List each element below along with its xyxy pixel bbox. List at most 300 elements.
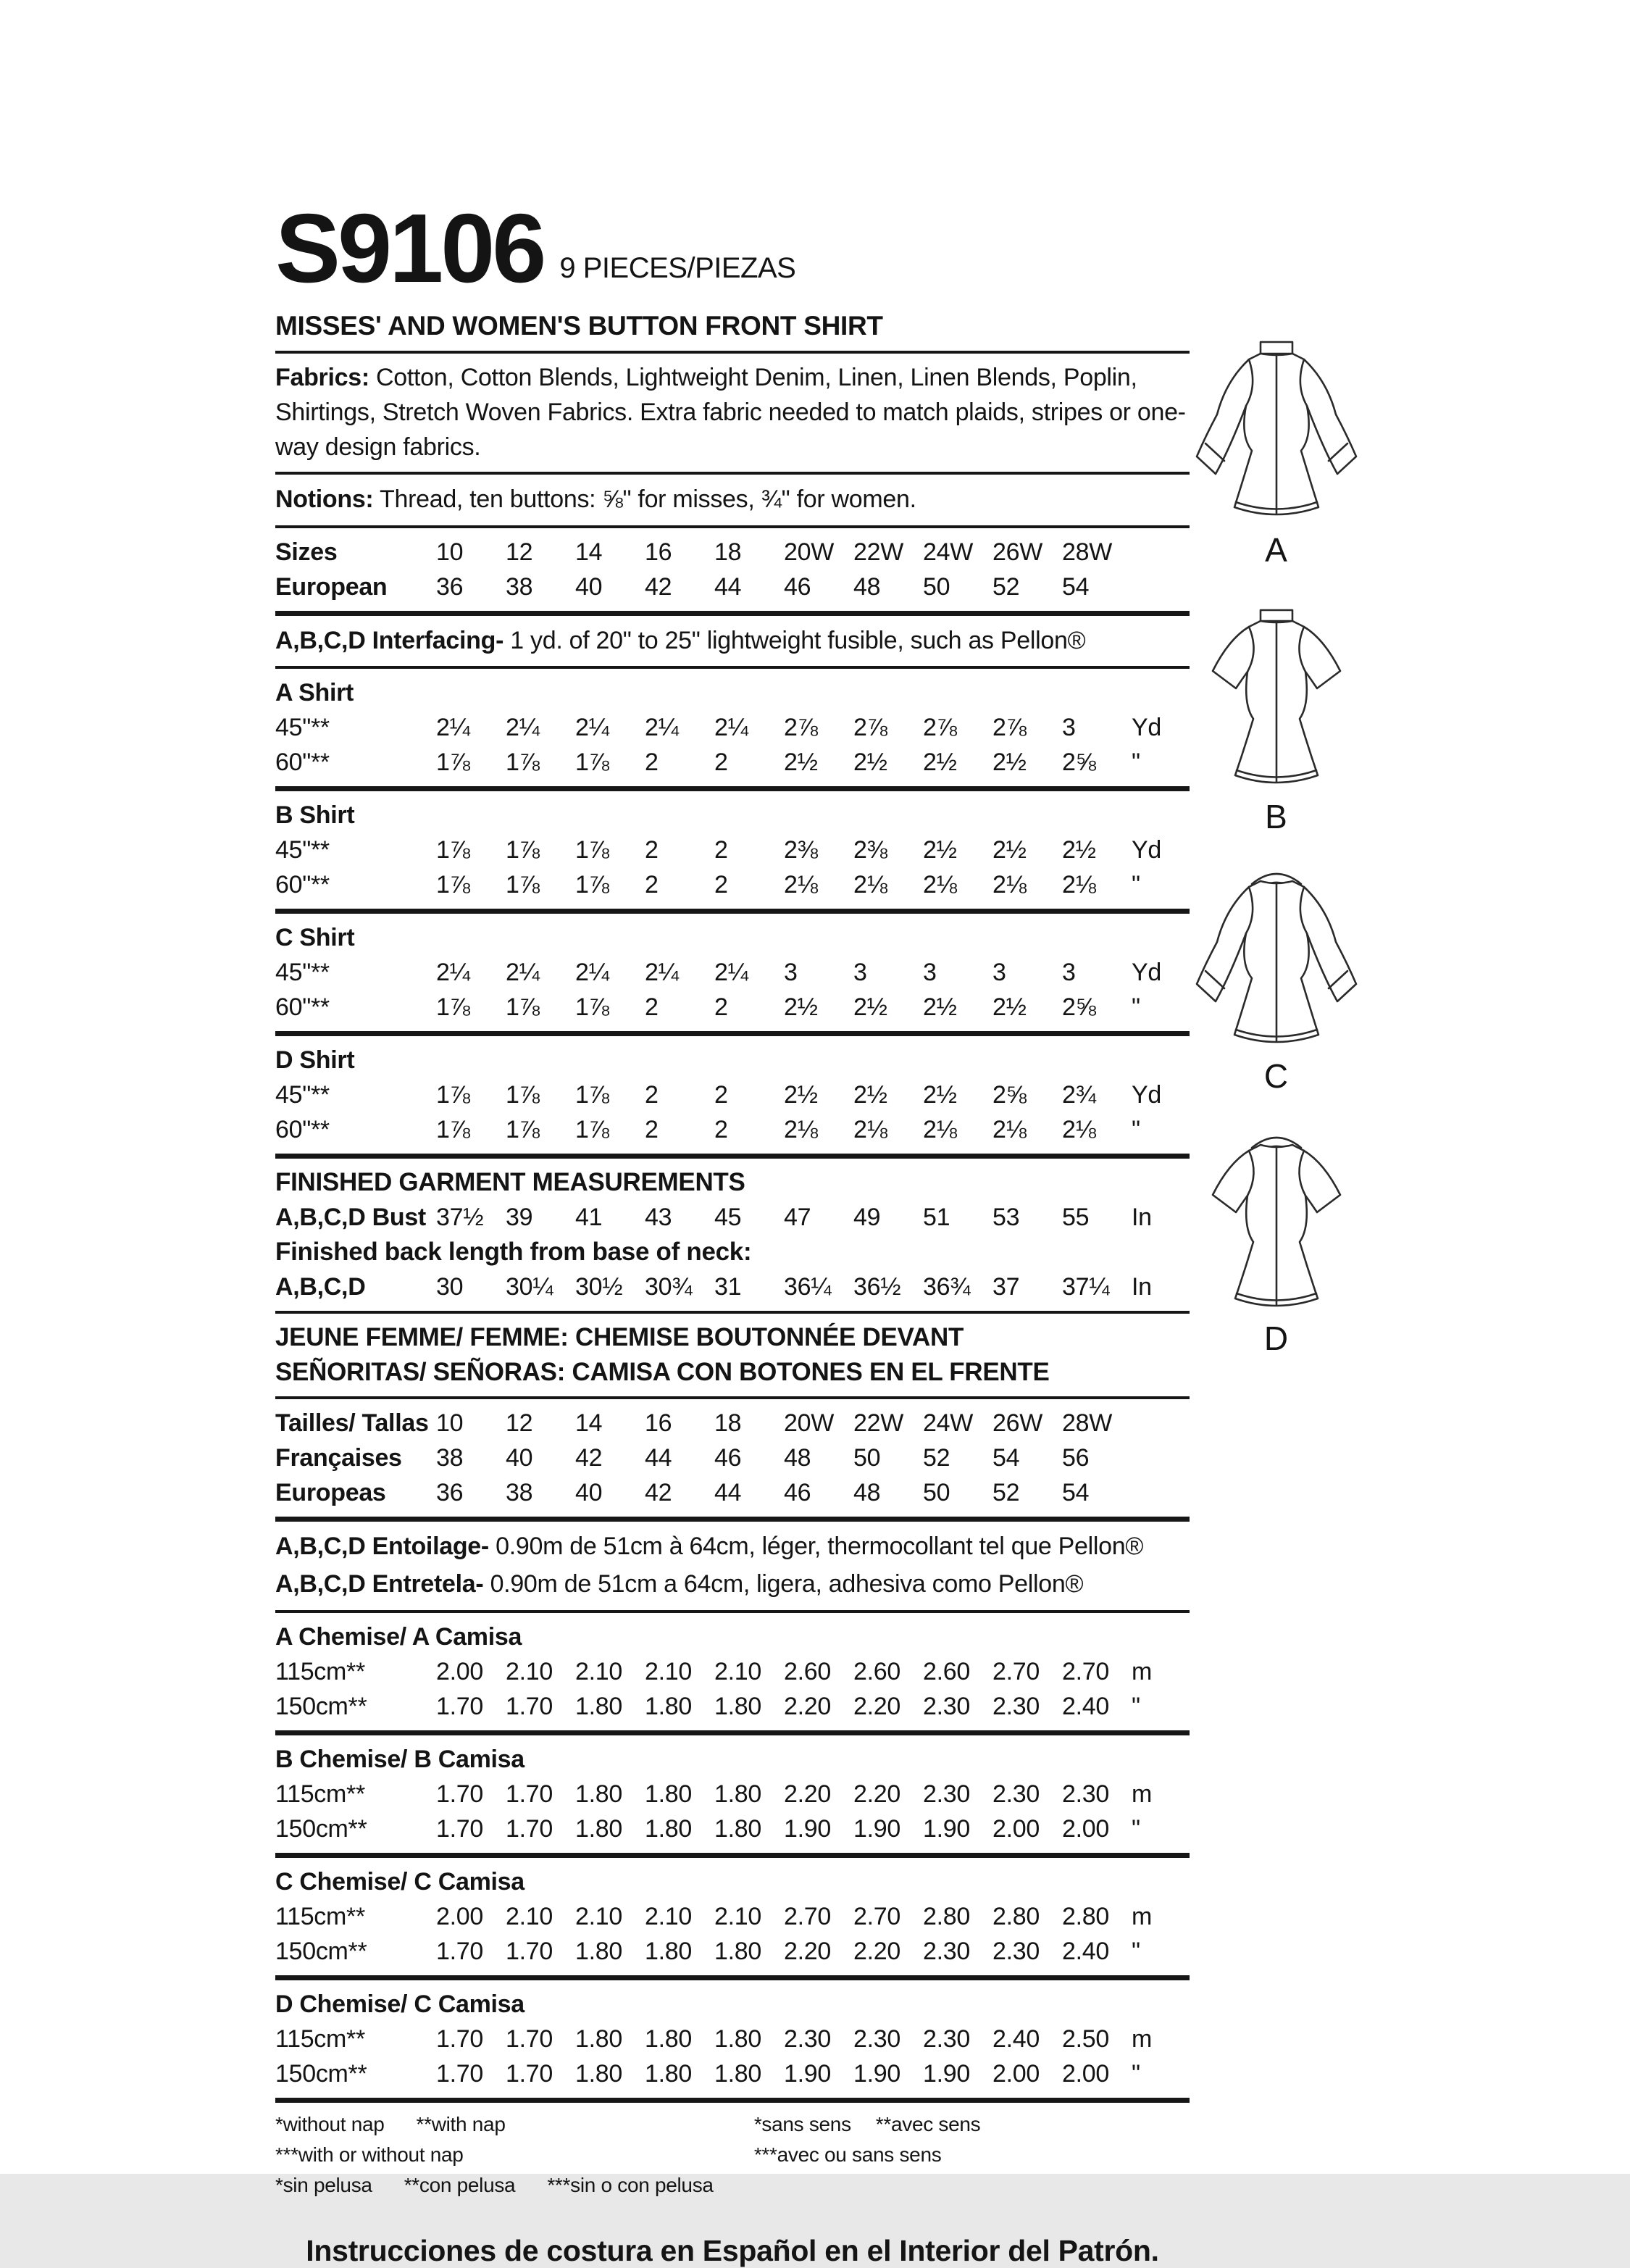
table-cell: 2¼ <box>436 714 470 742</box>
table-cell: 1⅞ <box>506 836 540 864</box>
table-cell: 36¾ <box>923 1273 971 1301</box>
table-cell: 47 <box>784 1204 811 1232</box>
table-cell: 52 <box>992 1479 1020 1507</box>
table-cell: 24W <box>923 1409 974 1438</box>
table-cell: 22W <box>853 1409 904 1438</box>
spanish-title: SEÑORITAS/ SEÑORAS: CAMISA CON BOTONES EN EL FRENTE <box>275 1358 1050 1387</box>
table-cell: 1⅞ <box>436 749 470 777</box>
table-cell: 24W <box>923 538 974 566</box>
table-row <box>275 955 1190 990</box>
table-cell: 2 <box>714 993 728 1022</box>
table-cell: 1⅞ <box>436 1081 470 1109</box>
table-row <box>275 570 1190 604</box>
table-cell: 1.90 <box>853 1815 900 1843</box>
footnote-item: ***avec ou sans sens <box>753 2143 942 2167</box>
row-unit: " <box>1132 871 1140 899</box>
table-cell: 1.80 <box>645 2060 692 2088</box>
spanish-instructions-note: Instrucciones de costura en Español en el Interior del Patrón. <box>306 2234 1159 2268</box>
table-cell: 2⅛ <box>784 1116 818 1144</box>
table-cell: 2¼ <box>714 959 748 987</box>
table-cell: 1.70 <box>436 1815 483 1843</box>
table-cell: 37 <box>992 1273 1020 1301</box>
row-unit: Yd <box>1132 714 1161 742</box>
fabrics-label: Fabrics: <box>275 363 369 391</box>
table-cell: 2.60 <box>784 1658 831 1686</box>
table-cell: 40 <box>575 1479 603 1507</box>
table-cell: 2 <box>645 1081 659 1109</box>
row-unit: In <box>1132 1204 1152 1232</box>
table-cell: 43 <box>645 1204 672 1232</box>
table-cell: 2 <box>645 871 659 899</box>
table-cell: 12 <box>506 538 533 566</box>
table-row <box>275 1112 1190 1147</box>
table-cell: 2⅞ <box>923 714 957 742</box>
notions-text: Thread, ten buttons: ⅝" for misses, ¾" for women. <box>373 485 916 513</box>
table-cell: 2½ <box>923 993 957 1022</box>
table-cell: 1.80 <box>714 1693 761 1721</box>
table-cell: 1.80 <box>575 1815 622 1843</box>
back-length-table <box>275 1270 1190 1304</box>
table-cell: 1.80 <box>575 2060 622 2088</box>
table-cell: 30 <box>436 1273 464 1301</box>
table-cell: 2½ <box>853 749 887 777</box>
section-heading: C Shirt <box>275 924 355 952</box>
table-cell: 1⅞ <box>575 836 609 864</box>
table-row <box>275 867 1190 902</box>
table-cell: 16 <box>645 538 672 566</box>
table-cell: 2 <box>645 1116 659 1144</box>
table-cell: 46 <box>784 1479 811 1507</box>
table-row <box>275 710 1190 745</box>
table-cell: 50 <box>853 1444 881 1472</box>
row-unit: " <box>1132 1938 1140 1966</box>
interfacing-label: A,B,C,D Interfacing- <box>275 626 504 654</box>
table-cell: 2½ <box>992 836 1027 864</box>
table-cell: 2 <box>645 749 659 777</box>
table-cell: 40 <box>575 572 603 601</box>
table-cell: 2 <box>645 836 659 864</box>
sizes-table <box>275 535 1190 604</box>
entretela-line <box>275 1566 1190 1604</box>
table-cell: 2.10 <box>575 1658 622 1686</box>
table-cell: 1.80 <box>575 2025 622 2054</box>
footnote-item: *without nap <box>275 2113 385 2136</box>
table-cell: 20W <box>784 538 835 566</box>
table-cell: 2.70 <box>784 1903 831 1931</box>
table-cell: 1.80 <box>714 2025 761 2054</box>
table-cell: 2.00 <box>992 2060 1040 2088</box>
table-cell: 2¼ <box>575 714 609 742</box>
section-heading: C Chemise/ C Camisa <box>275 1868 524 1896</box>
table-cell: 2.60 <box>853 1658 900 1686</box>
row-unit: Yd <box>1132 959 1161 987</box>
table-cell: 10 <box>436 538 464 566</box>
table-cell: 16 <box>645 1409 672 1438</box>
table-cell: 2¼ <box>506 714 540 742</box>
table-cell: 50 <box>923 1479 950 1507</box>
table-row <box>275 2022 1190 2056</box>
entretela-text: 0.90m de 51cm a 64cm, ligera, adhesiva como Pellon® <box>483 1570 1084 1598</box>
table-cell: 2.20 <box>784 1693 831 1721</box>
table-cell: 2½ <box>784 993 818 1022</box>
pieces-count: 9 PIECES/PIEZAS <box>559 252 796 285</box>
table-cell: 1⅞ <box>436 836 470 864</box>
table-cell: 2.10 <box>645 1658 692 1686</box>
row-unit: " <box>1132 749 1140 777</box>
section-heading: D Shirt <box>275 1046 355 1075</box>
table-cell: 12 <box>506 1409 533 1438</box>
table-cell: 2.20 <box>784 1938 831 1966</box>
table-cell: 2⅝ <box>1062 749 1096 777</box>
table-cell: 1⅞ <box>506 871 540 899</box>
table-cell: 2⅛ <box>784 871 818 899</box>
table-cell: 2.10 <box>714 1658 761 1686</box>
table-cell: 2½ <box>923 749 957 777</box>
table-cell: 2.00 <box>992 1815 1040 1843</box>
table-cell: 30½ <box>575 1273 623 1301</box>
table-cell: 37¼ <box>1062 1273 1110 1301</box>
table-cell: 2.10 <box>645 1903 692 1931</box>
figure-view-a <box>1168 335 1385 570</box>
row-label: 115cm** <box>275 1780 365 1809</box>
table-cell: 2.70 <box>853 1903 900 1931</box>
table-cell: 2⅝ <box>1062 993 1096 1022</box>
table-cell: 2¼ <box>575 959 609 987</box>
footnote-item: *sin pelusa <box>275 2174 372 2197</box>
table-cell: 1.80 <box>645 1938 692 1966</box>
footnote-item: *sans sens <box>753 2113 851 2136</box>
table-cell: 38 <box>436 1444 464 1472</box>
table-cell: 2.10 <box>575 1903 622 1931</box>
page-title: MISSES' AND WOMEN'S BUTTON FRONT SHIRT <box>275 311 883 341</box>
table-cell: 2.40 <box>1062 1693 1109 1721</box>
divider-heavy <box>275 2098 1190 2103</box>
table-cell: 1.70 <box>506 1780 553 1809</box>
table-cell: 2.30 <box>784 2025 831 2054</box>
table-cell: 2½ <box>923 1081 957 1109</box>
table-cell: 2.10 <box>506 1658 553 1686</box>
interfacing-line <box>275 622 1190 660</box>
row-label: 60"** <box>275 871 330 899</box>
divider <box>275 472 1190 475</box>
table-cell: 2⅛ <box>1062 871 1096 899</box>
section-heading: A Chemise/ A Camisa <box>275 1623 522 1651</box>
table-cell: 1⅞ <box>436 993 470 1022</box>
table-cell: 49 <box>853 1204 881 1232</box>
table-cell: 2.30 <box>1062 1780 1109 1809</box>
table-cell: 39 <box>506 1204 533 1232</box>
section-heading: B Chemise/ B Camisa <box>275 1746 524 1774</box>
table-row <box>275 1200 1190 1235</box>
row-label: Françaises <box>275 1444 402 1472</box>
table-cell: 1.90 <box>784 1815 831 1843</box>
table-cell: 2.00 <box>436 1658 483 1686</box>
row-label: Sizes <box>275 538 338 566</box>
table-cell: 26W <box>992 538 1043 566</box>
footnotes-french <box>754 2109 1190 2201</box>
table-cell: 2.50 <box>1062 2025 1109 2054</box>
table-cell: 2½ <box>992 993 1027 1022</box>
notions-line <box>275 481 1190 519</box>
section-heading: B Shirt <box>275 801 355 830</box>
row-label: 45"** <box>275 959 330 987</box>
table-cell: 51 <box>923 1204 950 1232</box>
table-cell: 2.20 <box>853 1780 900 1809</box>
table-cell: 54 <box>1062 1479 1090 1507</box>
table-cell: 2.00 <box>1062 2060 1109 2088</box>
table-cell: 36 <box>436 572 464 601</box>
table-row <box>275 1270 1190 1304</box>
table-cell: 2.20 <box>853 1693 900 1721</box>
divider-heavy <box>275 611 1190 616</box>
table-cell: 14 <box>575 538 603 566</box>
table-cell: 3 <box>853 959 867 987</box>
table-cell: 40 <box>506 1444 533 1472</box>
shirt-b-back-illustration <box>1168 601 1385 796</box>
table-row <box>275 1934 1190 1969</box>
table-cell: 1⅞ <box>575 871 609 899</box>
table-cell: 48 <box>784 1444 811 1472</box>
footnote-item: ***with or without nap <box>275 2143 464 2167</box>
table-cell: 2.00 <box>436 1903 483 1931</box>
table-row <box>275 1654 1190 1689</box>
table-cell: 1.70 <box>506 2025 553 2054</box>
table-cell: 28W <box>1062 1409 1113 1438</box>
entoilage-text: 0.90m de 51cm à 64cm, léger, thermocollant tel que Pellon® <box>488 1533 1144 1561</box>
table-cell: 3 <box>784 959 798 987</box>
table-cell: 1⅞ <box>506 749 540 777</box>
table-cell: 42 <box>645 1479 672 1507</box>
row-label: 115cm** <box>275 1658 365 1686</box>
table-cell: 28W <box>1062 538 1113 566</box>
divider-heavy <box>275 1853 1190 1858</box>
table-cell: 1⅞ <box>436 871 470 899</box>
divider <box>275 1396 1190 1399</box>
table-cell: 14 <box>575 1409 603 1438</box>
table-cell: 2.30 <box>992 1938 1040 1966</box>
row-unit: " <box>1132 1815 1140 1843</box>
row-label: 60"** <box>275 993 330 1022</box>
divider <box>275 351 1190 354</box>
table-cell: 2½ <box>992 749 1027 777</box>
table-cell: 2⅛ <box>853 1116 887 1144</box>
table-cell: 50 <box>923 572 950 601</box>
table-cell: 26W <box>992 1409 1043 1438</box>
footnote-line-es <box>275 2170 754 2201</box>
table-cell: 2⅜ <box>784 836 818 864</box>
table-cell: 52 <box>992 572 1020 601</box>
table-cell: 55 <box>1062 1204 1090 1232</box>
fabrics-text: Cotton, Cotton Blends, Lightweight Denim, Linen, Linen Blends, Poplin, Shirtings, Stretch Woven Fabrics. Extra fabric needed to match plaids, stripes or one-way design fabrics. <box>275 363 1186 462</box>
table-row <box>275 1475 1190 1510</box>
table-cell: 2.60 <box>923 1658 970 1686</box>
footnote-line-fr <box>754 2109 1190 2170</box>
table-cell: 2¼ <box>645 959 679 987</box>
table-row <box>275 1077 1190 1112</box>
table-cell: 30¼ <box>506 1273 553 1301</box>
row-label: Europeas <box>275 1479 386 1507</box>
row-unit: Yd <box>1132 1081 1161 1109</box>
foreign-sizes-table <box>275 1406 1190 1510</box>
table-row <box>275 1406 1190 1441</box>
row-unit: m <box>1132 1903 1153 1931</box>
table-cell: 2⅛ <box>923 1116 957 1144</box>
finished-measurements-heading: FINISHED GARMENT MEASUREMENTS <box>275 1168 745 1197</box>
footnote-line-en <box>275 2109 754 2170</box>
table-cell: 20W <box>784 1409 835 1438</box>
table-cell: 2 <box>714 836 728 864</box>
divider <box>275 1610 1190 1613</box>
table-cell: 2.30 <box>853 2025 900 2054</box>
table-cell: 48 <box>853 572 881 601</box>
table-cell: 1.90 <box>923 1815 970 1843</box>
table-row <box>275 1777 1190 1812</box>
row-unit: m <box>1132 1780 1153 1809</box>
table-cell: 2¼ <box>506 959 540 987</box>
table-cell: 3 <box>1062 714 1076 742</box>
table-cell: 1.80 <box>645 2025 692 2054</box>
table-cell: 3 <box>1062 959 1076 987</box>
table-cell: 18 <box>714 1409 742 1438</box>
table-cell: 41 <box>575 1204 603 1232</box>
table-cell: 2.40 <box>1062 1938 1109 1966</box>
divider <box>275 666 1190 669</box>
divider-heavy <box>275 786 1190 791</box>
table-cell: 1.70 <box>436 1938 483 1966</box>
table-cell: 30¾ <box>645 1273 693 1301</box>
row-label: 45"** <box>275 836 330 864</box>
table-cell: 2¼ <box>645 714 679 742</box>
back-length-heading: Finished back length from base of neck: <box>275 1238 752 1267</box>
table-cell: 52 <box>923 1444 950 1472</box>
row-unit: " <box>1132 1693 1140 1721</box>
row-label: Tailles/ Tallas <box>275 1409 429 1438</box>
table-row <box>275 1689 1190 1724</box>
table-cell: 2⅞ <box>853 714 887 742</box>
table-cell: 1.70 <box>506 1938 553 1966</box>
bust-table <box>275 1200 1190 1235</box>
divider <box>275 525 1190 528</box>
footnote-item: ***sin o con pelusa <box>547 2174 714 2197</box>
table-cell: 38 <box>506 572 533 601</box>
table-cell: 36 <box>436 1479 464 1507</box>
table-cell: 1⅞ <box>575 993 609 1022</box>
french-title: JEUNE FEMME/ FEMME: CHEMISE BOUTONNÉE DEVANT <box>275 1323 964 1352</box>
row-unit: m <box>1132 2025 1153 2054</box>
table-cell: 2.30 <box>923 1938 970 1966</box>
divider-heavy <box>275 1154 1190 1159</box>
table-cell: 1⅞ <box>506 1081 540 1109</box>
table-cell: 2⅛ <box>923 871 957 899</box>
figure-label-b: B <box>1265 798 1288 835</box>
table-row <box>275 1441 1190 1475</box>
table-cell: 1.70 <box>506 1815 553 1843</box>
table-cell: 2⅝ <box>992 1081 1027 1109</box>
table-cell: 1.70 <box>506 1693 553 1721</box>
table-cell: 2⅜ <box>853 836 887 864</box>
row-label: 60"** <box>275 749 330 777</box>
table-cell: 2.80 <box>923 1903 970 1931</box>
table-cell: 36½ <box>853 1273 901 1301</box>
shirt-c-back-illustration <box>1168 861 1385 1055</box>
row-label: European <box>275 572 388 601</box>
row-label: 150cm** <box>275 1815 367 1843</box>
table-cell: 1⅞ <box>506 993 540 1022</box>
divider-heavy <box>275 909 1190 914</box>
table-cell: 2¼ <box>714 714 748 742</box>
table-cell: 2⅛ <box>992 871 1027 899</box>
table-cell: 1⅞ <box>506 1116 540 1144</box>
row-label: 45"** <box>275 1081 330 1109</box>
row-label: 115cm** <box>275 1903 365 1931</box>
table-cell: 2.20 <box>853 1938 900 1966</box>
row-label: 150cm** <box>275 1693 367 1721</box>
entretela-label: A,B,C,D Entretela- <box>275 1570 484 1598</box>
yardage-tables <box>275 675 1190 1159</box>
table-cell: 31 <box>714 1273 742 1301</box>
notions-label: Notions: <box>275 485 374 513</box>
table-cell: 1.90 <box>923 2060 970 2088</box>
table-cell: 2.20 <box>784 1780 831 1809</box>
figure-view-d <box>1168 1123 1385 1358</box>
title-block <box>275 193 1190 303</box>
entoilage-label: A,B,C,D Entoilage- <box>275 1533 489 1561</box>
shirt-d-back-illustration <box>1168 1123 1385 1317</box>
divider <box>275 1311 1190 1314</box>
table-cell: 2½ <box>784 749 818 777</box>
table-cell: 1.80 <box>714 2060 761 2088</box>
row-unit: m <box>1132 1658 1153 1686</box>
table-cell: 1⅞ <box>575 1116 609 1144</box>
table-cell: 53 <box>992 1204 1020 1232</box>
table-row <box>275 2056 1190 2091</box>
metric-tables <box>275 1619 1190 2103</box>
figure-label-a: A <box>1265 531 1288 569</box>
table-cell: 1.80 <box>575 1693 622 1721</box>
table-cell: 2 <box>714 871 728 899</box>
footnotes <box>275 2109 1190 2201</box>
table-cell: 1.70 <box>436 2060 483 2088</box>
footnote-item: **con pelusa <box>404 2174 516 2197</box>
table-row <box>275 745 1190 780</box>
table-cell: 2⅞ <box>784 714 818 742</box>
table-cell: 1.80 <box>575 1780 622 1809</box>
table-cell: 44 <box>714 1479 742 1507</box>
table-cell: 1⅞ <box>575 1081 609 1109</box>
divider-heavy <box>275 1730 1190 1735</box>
table-cell: 2.30 <box>992 1780 1040 1809</box>
table-row <box>275 990 1190 1025</box>
table-cell: 48 <box>853 1479 881 1507</box>
table-cell: 2.00 <box>1062 1815 1109 1843</box>
footnote-item: **avec sens <box>875 2113 981 2136</box>
row-label: A,B,C,D <box>275 1273 366 1301</box>
table-cell: 1.70 <box>436 2025 483 2054</box>
row-unit: " <box>1132 2060 1140 2088</box>
table-cell: 2⅛ <box>992 1116 1027 1144</box>
table-cell: 1.80 <box>714 1780 761 1809</box>
shirt-a-back-illustration <box>1168 335 1385 529</box>
footnotes-english-spanish <box>275 2109 754 2201</box>
figure-view-b <box>1168 601 1385 836</box>
table-cell: 46 <box>714 1444 742 1472</box>
table-cell: 2.70 <box>992 1658 1040 1686</box>
row-unit: " <box>1132 993 1140 1022</box>
table-row <box>275 1899 1190 1934</box>
table-cell: 2.80 <box>992 1903 1040 1931</box>
table-cell: 2¾ <box>1062 1081 1096 1109</box>
table-cell: 2½ <box>1062 836 1096 864</box>
